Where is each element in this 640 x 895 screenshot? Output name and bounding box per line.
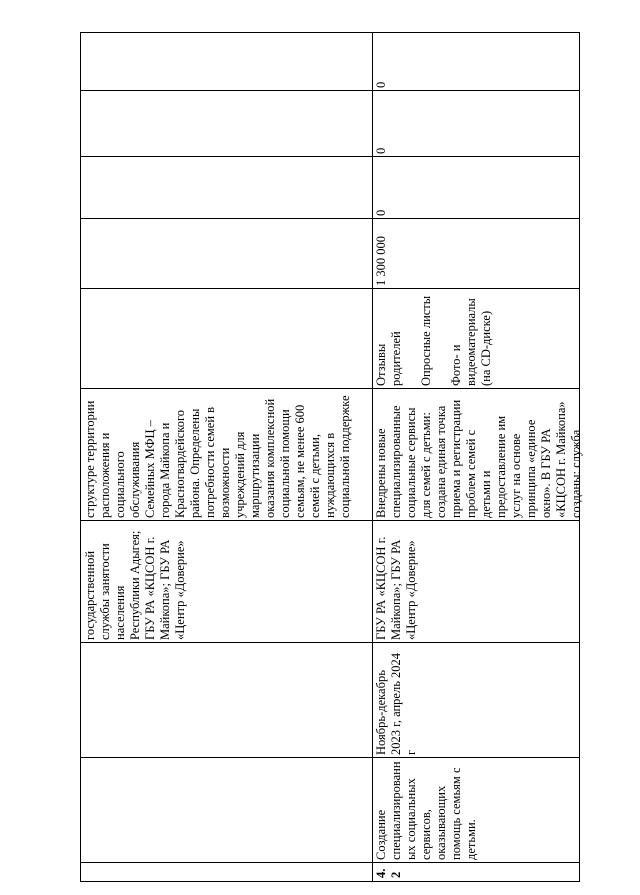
continued-result-cell: структуре территории расположения и социального обслуживания Семейных МФЦ – города Майкопа и Красногвардейского района. Определены потребности семей в возможности учреждений для маршрутизации оказания комплексной социальной помощи семьям, не менее 600 семей с детьми, нуждающихся в социальной поддержке [83,395,352,518]
activity-cell: Создание специализированных социальных сервисов, оказывающих помощь семьям с детьми. [374,761,478,860]
evidence-cell: Отзывы родителей Опросные листы Фото- и видеоматериалы (на CD-диске) [374,295,493,386]
amount-4-cell: 0 [374,81,388,88]
continued-executors-cell: государственной службы занятости населения Республики Адыгея; ГБУ РА «КЦСОН г. Майкопа»; ГБУ РА «Центр «Доверие» [83,530,187,640]
amount-1-cell: 1 300 000 [374,236,388,286]
result-cell: Внедрены новые специализированные социальные сервисы для семей с детьми: создана единая точка приема и регистрации проблем семей с детьми и предоставление им услуг на основе принципа «единое окно». В ГБУ РА «КЦСОН г. Майкопа» созданы: служба [374,399,583,518]
period-cell: Ноябрь-декабрь 2023 г, апрель 2024 г [374,652,418,755]
row-number-cell: 4.2 [374,868,403,878]
amount-3-cell: 0 [374,147,388,154]
executors-cell: ГБУ РА «КЦСОН г. Майкопа»; ГБУ РА «Центр «Доверие» [374,536,418,640]
rotated-table [80,32,583,882]
amount-2-cell: 0 [374,209,388,216]
